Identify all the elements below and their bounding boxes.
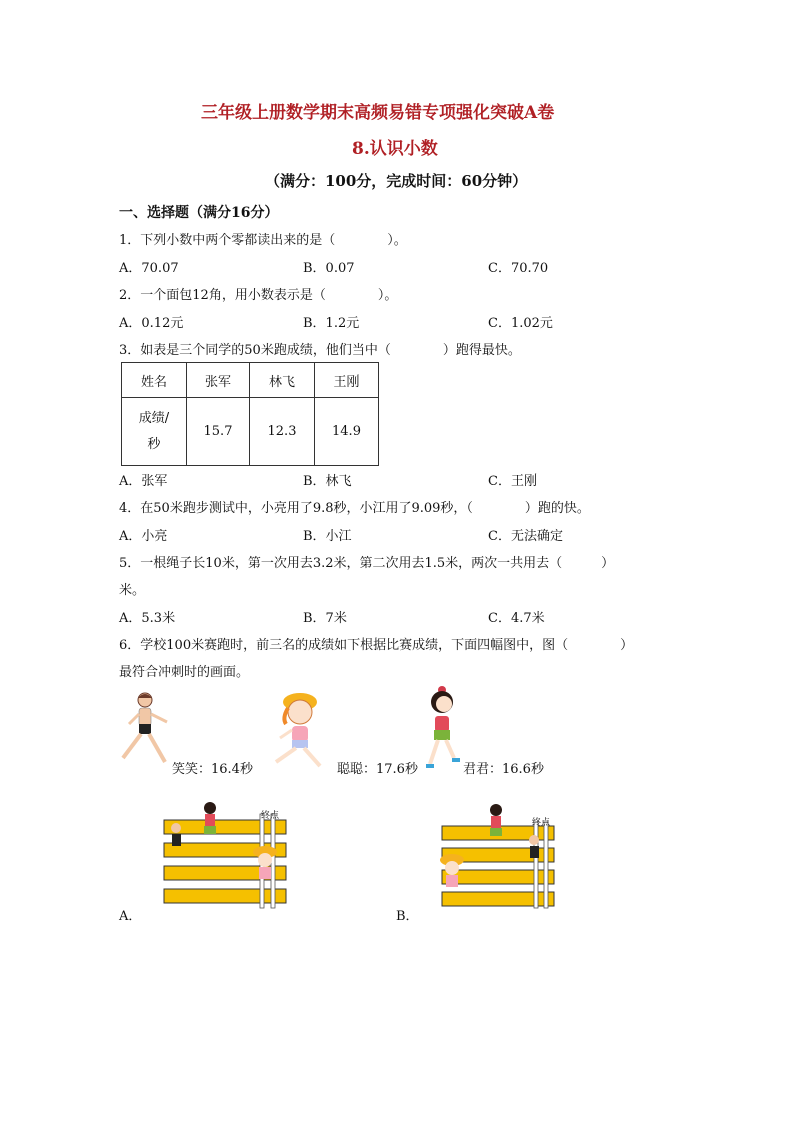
section-heading: 一、选择题（满分16分） <box>119 205 279 221</box>
q6-option-a: A． <box>119 909 142 924</box>
question-4: 4．在50米跑步测试中，小亮用了9.8秒，小江用了9.09秒，（ ）跑的快。 <box>119 501 590 516</box>
question-6-line1: 6．学校100米赛跑时，前三名的成绩如下根据比赛成绩，下面四幅图中，图（ ） <box>119 638 634 653</box>
question-1: 1．下列小数中两个零都读出来的是（ ）。 <box>119 233 407 248</box>
q5-option-b: B．7米 <box>303 611 347 626</box>
table-cell: 14.9 <box>315 398 379 466</box>
table-cell: 15.7 <box>187 398 250 466</box>
results-table <box>121 362 379 466</box>
runner-label-xiaoxiao: 笑笑：16.4秒 <box>172 762 253 777</box>
q6-option-b: B． <box>396 909 419 924</box>
question-5-line2: 米。 <box>119 583 146 598</box>
runner-label-congcong: 聪聪：17.6秒 <box>337 762 418 777</box>
q5-option-c: C．4.7米 <box>488 611 545 626</box>
q3-option-b: B．林飞 <box>303 474 352 489</box>
score-info: （满分：100分，完成时间：60分钟） <box>265 172 528 190</box>
table-row-label <box>122 398 187 466</box>
table-header-cell: 林飞 <box>250 363 315 398</box>
q1-option-b: B．0.07 <box>303 261 355 276</box>
q3-option-c: C．王刚 <box>488 474 537 489</box>
table-header-cell: 王刚 <box>315 363 379 398</box>
runner-congcong-illustration <box>262 688 332 770</box>
q5-option-a: A．5.3米 <box>119 611 176 626</box>
q4-option-b: B．小江 <box>303 529 352 544</box>
q4-option-a: A．小亮 <box>119 529 168 544</box>
q4-option-c: C．无法确定 <box>488 529 563 544</box>
finish-label-b: 终点 <box>532 818 551 828</box>
question-6-line2: 最符合冲刺时的画面。 <box>119 665 250 680</box>
table-cell: 12.3 <box>250 398 315 466</box>
table-header-cell: 姓名 <box>122 363 187 398</box>
document-subtitle: 8.认识小数 <box>352 139 438 159</box>
q2-option-a: A．0.12元 <box>119 316 184 331</box>
q2-option-b: B．1.2元 <box>303 316 360 331</box>
runner-xiaoxiao-illustration <box>115 688 175 768</box>
question-2: 2．一个面包12角，用小数表示是（ ）。 <box>119 288 398 303</box>
row-label-line2: 秒 <box>147 436 161 452</box>
question-5-line1: 5．一根绳子长10米，第一次用去3.2米，第二次用去1.5米，两次一共用去（ ） <box>119 556 615 571</box>
row-label-line1: 成绩/ <box>138 410 170 426</box>
table-header-cell: 张军 <box>187 363 250 398</box>
runner-label-junjun: 君君：16.6秒 <box>463 762 544 777</box>
runner-junjun-illustration <box>418 684 466 772</box>
q1-option-c: C．70.70 <box>488 261 549 276</box>
q1-option-a: A．70.07 <box>119 261 179 276</box>
finish-label-a: 终点 <box>261 811 280 821</box>
question-3: 3．如表是三个同学的50米跑成绩，他们当中（ ）跑得最快。 <box>119 343 521 358</box>
q2-option-c: C．1.02元 <box>488 316 553 331</box>
document-title: 三年级上册数学期末高频易错专项强化突破A卷 <box>201 103 555 123</box>
q3-option-a: A．张军 <box>119 474 168 489</box>
